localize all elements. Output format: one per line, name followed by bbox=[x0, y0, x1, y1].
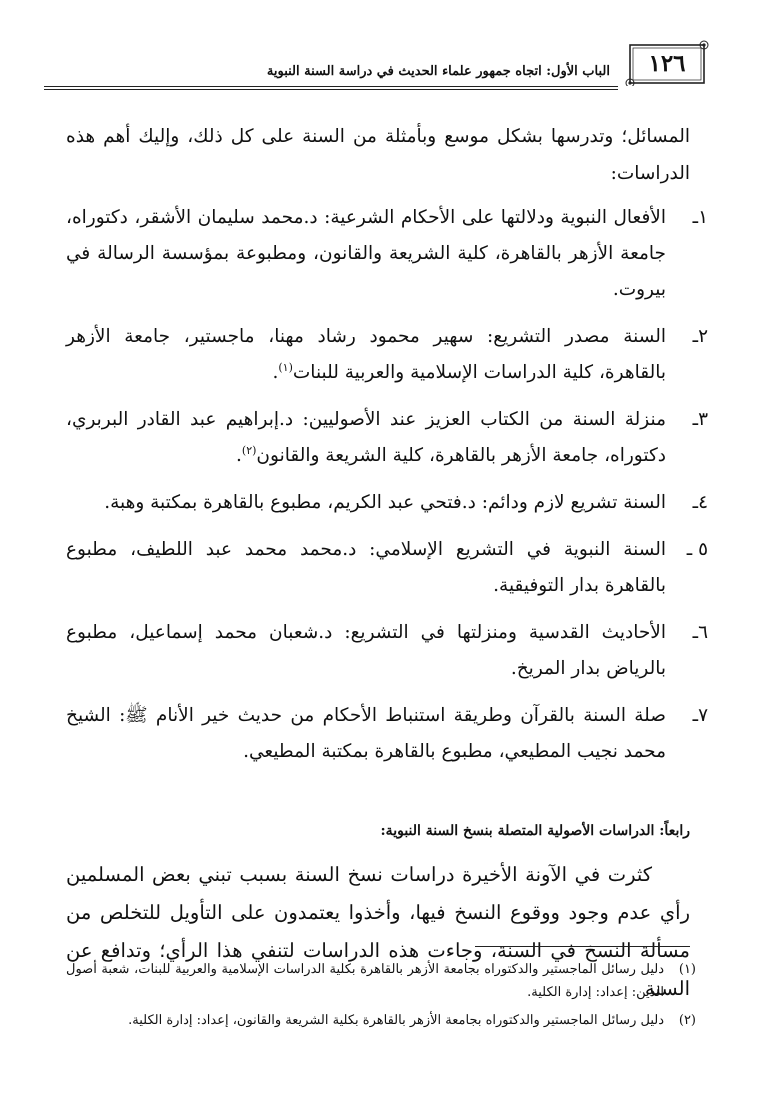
list-item-number: ٤ـ bbox=[692, 492, 708, 513]
list-item bbox=[66, 532, 708, 604]
section-subheading: رابعاً: الدراسات الأصولية المتصلة بنسخ السنة النبوية: bbox=[380, 823, 690, 839]
intro-text: المسائل؛ وتدرسها بشكل موسع وبأمثلة من السنة على كل ذلك، وإليك أهم هذه الدراسات: bbox=[66, 126, 690, 184]
list-item-end: . bbox=[272, 362, 279, 383]
list-item-text: السنة مصدر التشريع: سهير محمود رشاد مهنا، ماجستير، جامعة الأزهر بالقاهرة، كلية الدراسات الإسلامية والعربية للبنات bbox=[66, 326, 666, 383]
footnotes bbox=[66, 958, 696, 1037]
list-item-number: ٢ـ bbox=[692, 326, 708, 347]
list-item-number: ٦ـ bbox=[692, 622, 708, 643]
page-number: ١٢٦ bbox=[648, 50, 686, 77]
list-item bbox=[66, 698, 708, 770]
list-item-text: صلة السنة بالقرآن وطريقة استنباط الأحكام من حديث خير الأنام ﷺ: الشيخ محمد نجيب المطيعي، مطبوع بالقاهرة بمكتبة المطيعي. bbox=[66, 705, 666, 762]
list-item-number: ٥ ـ bbox=[686, 539, 708, 560]
list-item-number: ٣ـ bbox=[692, 409, 708, 430]
final-paragraph-text: كثرت في الآونة الأخيرة دراسات نسخ السنة بسبب تبني بعض المسلمين رأي عدم وجود ووقوع النسخ فيها، وأخذوا يعتمدون على التأويل للتخلص من مسألة النسخ في السنة، وجاءت هذه الدراسات لتنفي هذا الرأي؛ وتدافع عن السنة bbox=[66, 863, 690, 1000]
list-item-number: ١ـ bbox=[692, 207, 708, 228]
footnote bbox=[66, 958, 696, 1004]
list-item-number: ٧ـ bbox=[692, 705, 708, 726]
list-item-end: . bbox=[236, 445, 242, 466]
list-item bbox=[66, 200, 708, 308]
footnote bbox=[66, 1009, 696, 1032]
header-rule-thin bbox=[44, 89, 618, 90]
page-number-frame bbox=[624, 40, 710, 86]
intro-paragraph bbox=[66, 118, 690, 192]
footnote-number: (١) bbox=[678, 962, 696, 977]
list-item bbox=[66, 402, 708, 474]
footnote-divider bbox=[475, 946, 690, 947]
footnote-number: (٢) bbox=[678, 1013, 696, 1028]
list-item-text: السنة تشريع لازم ودائم: د.فتحي عبد الكريم، مطبوع بالقاهرة بمكتبة وهبة. bbox=[104, 492, 666, 513]
list-item-text: منزلة السنة من الكتاب العزيز عند الأصوليين: د.إبراهيم عبد القادر البربري، دكتوراه، جامعة الأزهر بالقاهرة، كلية الشريعة والقانون bbox=[66, 409, 666, 466]
footnote-text: دليل رسائل الماجستير والدكتوراه بجامعة الأزهر بالقاهرة بكلية الشريعة والقانون، إعداد: إدارة الكلية. bbox=[128, 1013, 664, 1028]
footnote-ref[interactable]: (٢) bbox=[241, 443, 257, 457]
footnote-ref[interactable]: (١) bbox=[278, 360, 293, 374]
list-item-text: السنة النبوية في التشريع الإسلامي: د.محمد محمد عبد اللطيف، مطبوع بالقاهرة بدار التوفيقية. bbox=[66, 539, 666, 596]
header-rule bbox=[44, 86, 618, 87]
list-item-text: الأحاديث القدسية ومنزلتها في التشريع: د.شعبان محمد إسماعيل، مطبوع بالرياض بدار المريخ. bbox=[66, 622, 666, 679]
list-item-text: الأفعال النبوية ودلالتها على الأحكام الشرعية: د.محمد سليمان الأشقر، دكتوراه، جامعة الأزهر بالقاهرة، كلية الشريعة والقانون، ومطبوعة بمؤسسة الرسالة في بيروت. bbox=[66, 207, 666, 300]
list-item bbox=[66, 615, 708, 687]
running-title: الباب الأول: اتجاه جمهور علماء الحديث في دراسة السنة النبوية bbox=[266, 64, 610, 79]
footnote-text: دليل رسائل الماجستير والدكتوراه بجامعة الأزهر بالقاهرة بكلية الدراسات الإسلامية والعربية للبنات، شعبة أصول الدين: إعداد: إدارة الكلية. bbox=[66, 962, 664, 1000]
list-item bbox=[66, 319, 708, 391]
page-header bbox=[44, 38, 710, 92]
studies-list bbox=[66, 200, 708, 781]
list-item bbox=[66, 485, 708, 521]
